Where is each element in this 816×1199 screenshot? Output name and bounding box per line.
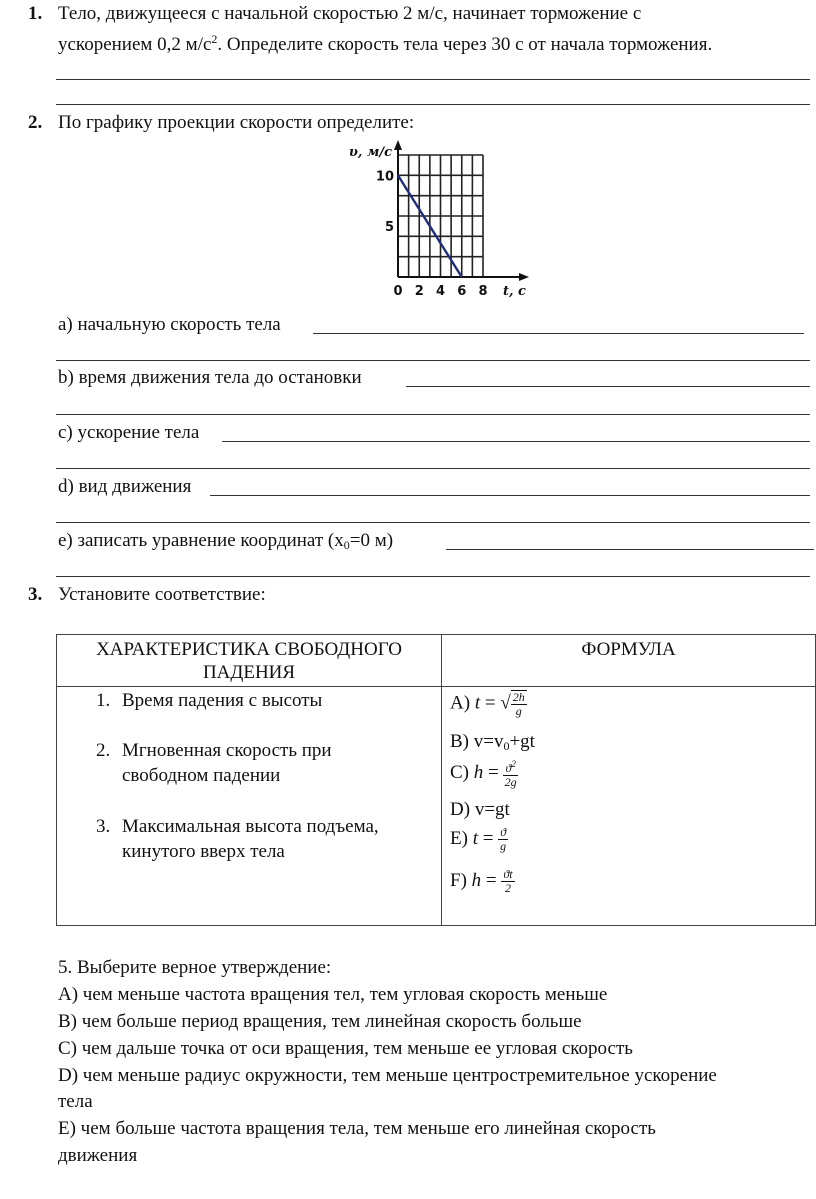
y-axis-arrow-icon	[394, 140, 402, 150]
answer-line[interactable]	[56, 414, 810, 415]
answer-line-e[interactable]	[446, 549, 814, 550]
question-a: а) начальную скорость тела	[58, 314, 281, 335]
velocity-chart	[336, 138, 536, 306]
x-tick-label: 8	[478, 284, 488, 299]
item-2-number: 2.	[96, 740, 111, 761]
answer-line[interactable]	[56, 360, 810, 361]
x-tick-label: 6	[457, 284, 467, 299]
item-2-text-line1: Мгновенная скорость при	[122, 740, 332, 761]
task5-option-D-line1: D) чем меньше радиус окружности, тем меньше центростремительное ускорение	[58, 1065, 717, 1086]
formula-B: B) $v=v_0+gt$	[450, 731, 535, 753]
x-tick-label: 2	[414, 284, 424, 299]
x-tick-label: 0	[393, 284, 403, 299]
formula-D: D) v=gt	[450, 799, 510, 820]
task3-prompt: Установите соответствие:	[58, 584, 266, 605]
answer-line[interactable]	[56, 79, 810, 80]
question-e: e) записать уравнение координат ($x_0=0$ м)	[58, 530, 394, 552]
task1-text-line1: Тело, движущееся с начальной скоростью 2 м/с, начинает торможение с	[58, 3, 642, 24]
col-header-characteristic: ХАРАКТЕРИСТИКА СВОБОДНОГО ПАДЕНИЯ	[57, 635, 442, 687]
answer-line[interactable]	[56, 522, 810, 523]
task5-prompt: 5. Выберите верное утверждение:	[58, 957, 332, 978]
y-axis-label: υ, м/с	[348, 145, 392, 160]
item-1-number: 1.	[96, 690, 111, 711]
characteristics-cell	[57, 687, 442, 926]
chart-labels	[349, 145, 526, 299]
formula-A: A) t = √ $\frac{2h}{g}$	[450, 690, 525, 718]
question-b: b) время движения тела до остановки	[58, 367, 362, 388]
task5-option-D-line2: тела	[58, 1091, 93, 1112]
answer-line[interactable]	[56, 104, 810, 105]
question-c: c) ускорение тела	[58, 422, 200, 443]
task5-option-E-line2: движения	[58, 1145, 138, 1166]
y-tick-label: 5	[384, 220, 394, 236]
item-3-number: 3.	[96, 816, 111, 837]
answer-line-d[interactable]	[210, 495, 810, 496]
item-1-text: Время падения с высоты	[122, 690, 323, 711]
question-d: d) вид движения	[58, 476, 192, 497]
item-3-text-line2: кинутого вверх тела	[122, 841, 285, 862]
task1-number: 1.	[28, 3, 43, 24]
answer-line[interactable]	[56, 576, 810, 577]
task2-prompt: По графику проекции скорости определите:	[58, 112, 415, 133]
task1-text-line2: ускорением 0,2 $м/с^2$. Определите скорость тела через 30 с от начала торможения.	[58, 32, 713, 55]
task5-option-B: B) чем больше период вращения, тем линейная скорость больше	[58, 1011, 582, 1032]
formula-F: F) h = $\frac{ϑt}{2}$	[450, 867, 513, 895]
answer-line-b[interactable]	[406, 386, 810, 387]
answer-line-c[interactable]	[222, 441, 810, 442]
task2-number: 2.	[28, 112, 43, 133]
col-header-formula: ФОРМУЛА	[442, 635, 816, 687]
task5-option-A: A) чем меньше частота вращения тел, тем угловая скорость меньше	[58, 984, 608, 1005]
task5-option-C: C) чем дальше точка от оси вращения, тем меньше ее угловая скорость	[58, 1038, 633, 1059]
item-2-text-line2: свободном падении	[122, 765, 281, 786]
formula-E: E) t = $\frac{ϑ}{g}$	[450, 825, 507, 853]
x-tick-label: 4	[435, 284, 446, 299]
answer-line[interactable]	[56, 468, 810, 469]
x-axis-arrow-icon	[519, 273, 529, 281]
task3-number: 3.	[28, 584, 43, 605]
answer-line-a[interactable]	[313, 333, 804, 334]
y-tick-label: 10	[375, 169, 394, 185]
chart-grid	[398, 155, 483, 277]
item-3-text-line1: Максимальная высота подъема,	[122, 816, 379, 837]
task5-option-E-line1: E) чем больше частота вращения тела, тем меньше его линейная скорость	[58, 1118, 656, 1139]
formula-C: C) h = $\frac{ϑ^2}{2g}$	[450, 759, 517, 789]
x-axis-label: t, с	[503, 284, 526, 299]
sqrt-icon: √	[500, 692, 511, 714]
